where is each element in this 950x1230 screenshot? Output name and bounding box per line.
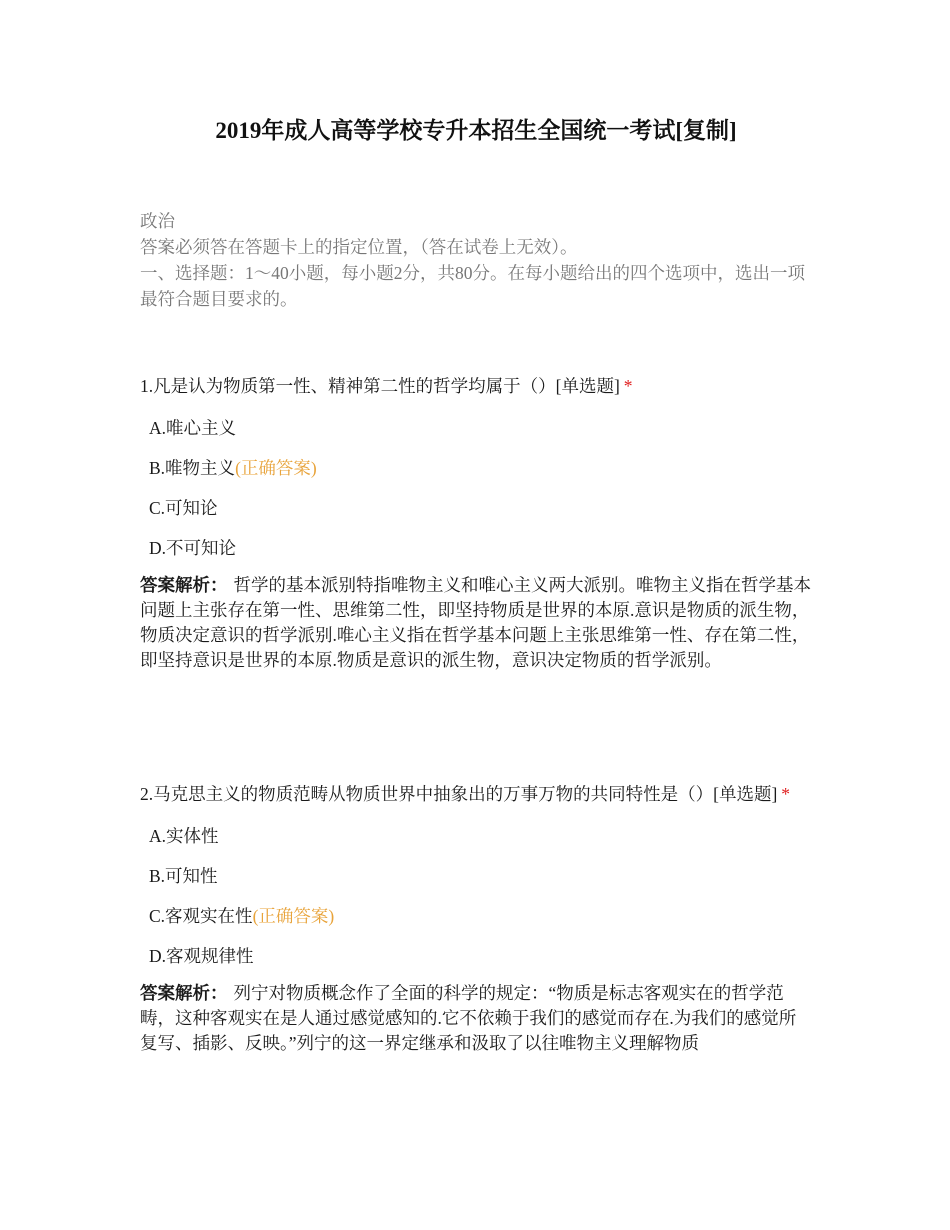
option-b[interactable]: [140, 861, 812, 901]
question-stem: [140, 776, 812, 813]
answer-instruction: 答案必须答在答题卡上的指定位置，（答在试卷上无效）。: [140, 237, 578, 257]
answer-analysis: [140, 573, 812, 673]
analysis-text: 列宁对物质概念作了全面的科学的规定：“物质是标志客观实在的哲学范畴，这种客观实在是人通过感觉感知的.它不依赖于我们的感觉而存在.为我们的感觉所复写、插影、反映。”列宁的这一界定继承和汲取了以往唯物主义理解物质: [140, 983, 797, 1053]
analysis-label: 答案解析：: [140, 983, 228, 1003]
option-a[interactable]: [140, 413, 812, 453]
answer-analysis: [140, 981, 812, 1056]
section-instruction: 一、选择题：1～40小题，每小题2分，共80分。在每小题给出的四个选项中，选出一项最符合题目要求的。: [140, 263, 805, 309]
subject-label: 政治: [140, 211, 175, 231]
option-text: C.客观实在性: [149, 906, 253, 926]
option-text: D.客观规律性: [149, 946, 254, 966]
option-c[interactable]: [140, 493, 812, 533]
question-stem: [140, 368, 812, 405]
option-d[interactable]: [140, 533, 812, 573]
option-text: B.唯物主义: [149, 458, 236, 478]
option-a[interactable]: [140, 821, 812, 861]
required-marker: *: [623, 376, 633, 396]
analysis-text: 哲学的基本派别特指唯物主义和唯心主义两大派别。唯物主义指在哲学基本问题上主张存在第一性、思维第二性，即坚持物质是世界的本原.意识是物质的派生物，物质决定意识的哲学派别.唯心主义指在哲学基本问题上主张思维第一性、存在第二性，即坚持意识是世界的本原.物质是意识的派生物，意识决定物质的哲学派别。: [140, 575, 811, 670]
correct-answer-tag: (正确答案): [252, 906, 335, 926]
option-text: D.不可知论: [149, 538, 237, 558]
option-text: C.可知论: [149, 498, 218, 518]
analysis-label: 答案解析：: [140, 575, 228, 595]
correct-answer-tag: (正确答案): [235, 458, 317, 478]
option-b[interactable]: [140, 453, 812, 493]
exam-intro: [140, 208, 812, 312]
option-list: [140, 821, 812, 981]
option-d[interactable]: [140, 941, 812, 981]
option-text: A.唯心主义: [149, 418, 237, 438]
required-marker: *: [781, 784, 791, 804]
question-2: [140, 776, 812, 1056]
question-stem-text: 2.马克思主义的物质范畴从物质世界中抽象出的万事万物的共同特性是（）[单选题]: [140, 784, 778, 804]
option-list: [140, 413, 812, 573]
document-title: 2019年成人高等学校专升本招生全国统一考试[复制]: [215, 118, 737, 143]
option-text: B.可知性: [149, 866, 218, 886]
question-1: [140, 368, 812, 673]
option-text: A.实体性: [149, 826, 219, 846]
question-stem-text: 1.凡是认为物质第一性、精神第二性的哲学均属于（）[单选题]: [140, 376, 620, 396]
option-c[interactable]: [140, 901, 812, 941]
